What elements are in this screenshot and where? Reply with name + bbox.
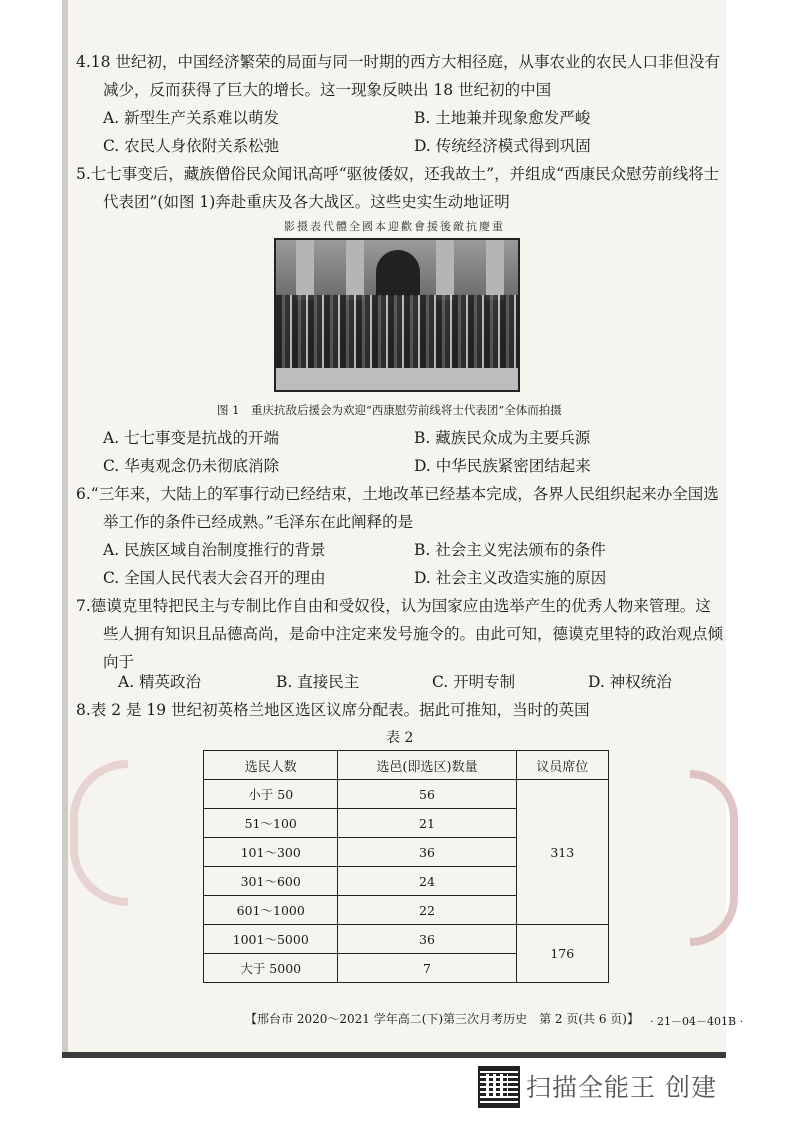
page-footer: 【邢台市 2020～2021 学年高二(下)第三次月考历史 第 2 页(共 6 页)】 — [245, 1012, 639, 1026]
q4-option-d: D. 传统经济模式得到巩固 — [414, 137, 591, 155]
q5-stem-line2: 代表团”(如图 1)奔赴重庆及各大战区。这些史实生动地证明 — [103, 193, 510, 211]
q6-stem-line1: 6.“三年来，大陆上的军事行动已经结束，土地改革已经基本完成，各界人民组织起来办全国选 — [76, 485, 719, 503]
q7-option-c: C. 开明专制 — [432, 673, 516, 691]
q4-option-a: A. 新型生产关系难以萌发 — [103, 109, 280, 127]
q7-option-a: A. 精英政治 — [118, 673, 202, 691]
header-boroughs: 选邑(即选区)数量 — [338, 751, 516, 780]
cell-boroughs: 7 — [338, 954, 516, 983]
figure-1-photo — [274, 238, 520, 392]
figure-1-caption: 图 1 重庆抗敌后援会为欢迎“西康慰劳前线将士代表团”全体而拍摄 — [217, 403, 562, 417]
cell-boroughs: 21 — [338, 809, 516, 838]
scanner-watermark: 扫描全能王 创建 — [526, 1073, 717, 1102]
cell-voters: 51～100 — [204, 809, 338, 838]
cell-seats-group1: 313 — [516, 780, 608, 925]
cell-voters: 601～1000 — [204, 896, 338, 925]
q4-option-c: C. 农民人身依附关系松弛 — [103, 137, 280, 155]
background-decoration-right — [690, 770, 738, 946]
cell-boroughs: 24 — [338, 867, 516, 896]
cell-seats-group2: 176 — [516, 925, 608, 983]
q7-stem-line3: 向于 — [103, 653, 135, 671]
table-row — [204, 925, 609, 954]
q6-option-b: B. 社会主义宪法颁布的条件 — [414, 541, 606, 559]
cell-voters: 101～300 — [204, 838, 338, 867]
table-2-title: 表 2 — [386, 730, 414, 746]
cell-boroughs: 36 — [338, 925, 516, 954]
q8-stem-line1: 8.表 2 是 19 世纪初英格兰地区选区议席分配表。据此可推知，当时的英国 — [76, 701, 590, 719]
q6-option-c: C. 全国人民代表大会召开的理由 — [103, 569, 326, 587]
cell-boroughs: 36 — [338, 838, 516, 867]
q6-option-d: D. 社会主义改造实施的原因 — [414, 569, 607, 587]
page-bottom-edge — [62, 1052, 726, 1058]
q7-option-d: D. 神权统治 — [588, 673, 672, 691]
seat-allocation-table — [203, 750, 609, 983]
q5-option-c: C. 华夷观念仍未彻底消除 — [103, 457, 280, 475]
cell-boroughs: 22 — [338, 896, 516, 925]
header-seats: 议员席位 — [516, 751, 608, 780]
q5-option-d: D. 中华民族紧密团结起来 — [414, 457, 591, 475]
photo-title: 影摄表代體全國本迎歡會援後敵抗慶重 — [284, 220, 505, 233]
cell-boroughs: 56 — [338, 780, 516, 809]
q6-option-a: A. 民族区域自治制度推行的背景 — [103, 541, 326, 559]
q4-option-b: B. 土地兼并现象愈发严峻 — [414, 109, 591, 127]
cell-voters: 1001～5000 — [204, 925, 338, 954]
paper-code: · 21－04－401B · — [650, 1015, 744, 1028]
q5-option-a: A. 七七事变是抗战的开端 — [103, 429, 280, 447]
q4-stem-line2: 减少，反而获得了巨大的增长。这一现象反映出 18 世纪初的中国 — [103, 81, 552, 99]
cell-voters: 301～600 — [204, 867, 338, 896]
q6-stem-line2: 举工作的条件已经成熟。”毛泽东在此阐释的是 — [103, 513, 414, 531]
q4-stem-line1: 4.18 世纪初，中国经济繁荣的局面与同一时期的西方大相径庭，从事农业的农民人口非但没有 — [76, 53, 720, 71]
q5-stem-line1: 5.七七事变后，藏族僧俗民众闻讯高呼“驱彼倭奴，还我故土”，并组成“西康民众慰劳前线将士 — [76, 165, 720, 183]
header-voters: 选民人数 — [204, 751, 338, 780]
q7-stem-line1: 7.德谟克里特把民主与专制比作自由和受奴役，认为国家应由选举产生的优秀人物来管理。这 — [76, 597, 711, 615]
q7-stem-line2: 些人拥有知识且品德高尚，是命中注定来发号施令的。由此可知，德谟克里特的政治观点倾 — [103, 625, 724, 643]
q5-option-b: B. 藏族民众成为主要兵源 — [414, 429, 591, 447]
q7-option-b: B. 直接民主 — [276, 673, 360, 691]
cell-voters: 大于 5000 — [204, 954, 338, 983]
table-header-row — [204, 751, 609, 780]
cell-voters: 小于 50 — [204, 780, 338, 809]
qr-code-icon — [478, 1066, 520, 1108]
page-left-edge — [62, 0, 68, 1058]
table-row — [204, 780, 609, 809]
